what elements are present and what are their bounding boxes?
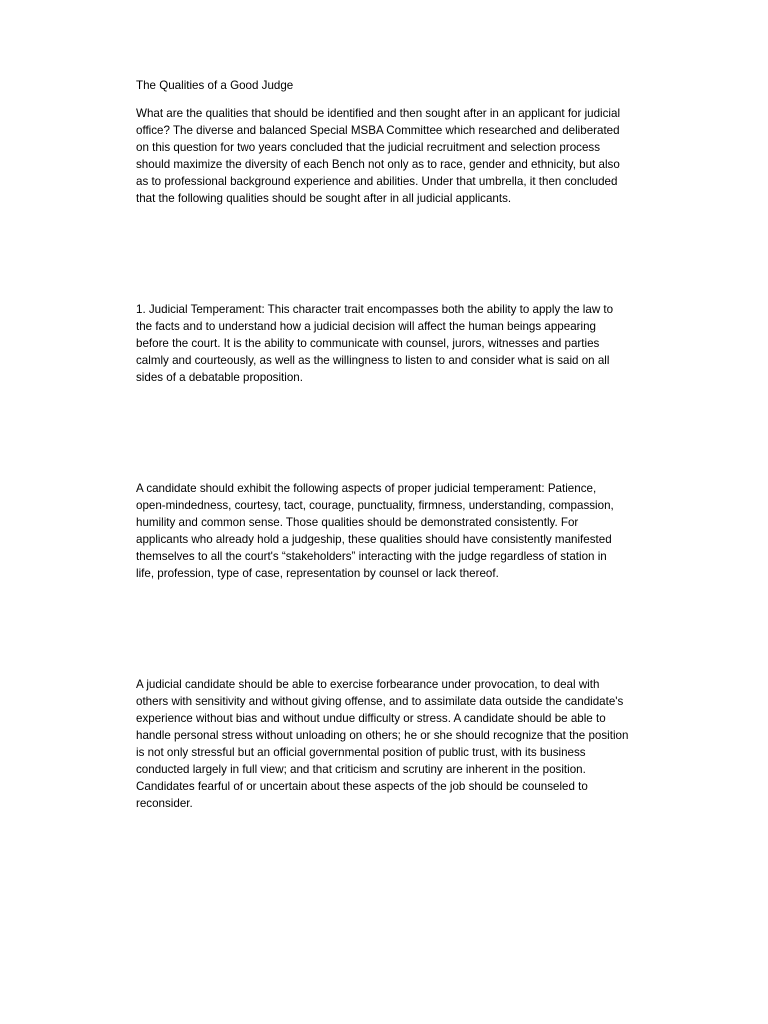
paragraph-judicial-temperament: 1. Judicial Temperament: This character trait encompasses both the ability to apply the law to the facts and to understand how a judicial decision will affect the human beings appearing before the court. It is the ability to communicate with counsel, jurors, witnesses and parties calmly and courteously, as well as the willingness to listen to and consider what is said on all sides of a debatable proposition.: [136, 303, 614, 384]
document-title: The Qualities of a Good Judge: [136, 79, 294, 92]
paragraph-temperament-aspects: A candidate should exhibit the following aspects of proper judicial temperament: Patience, open-mindedness, courtesy, tact, courage, punctuality, firmness, understanding, compassion, humility and common sense. Those qualities should be demonstrated consistently. For applicants who already hold a judgeship, these qualities should have consistently manifested themselves to all the court's “stakeholders” interacting with the judge regardless of station in life, profession, type of case, representation by counsel or lack thereof.: [136, 482, 614, 580]
paragraph-forbearance: A judicial candidate should be able to exercise forbearance under provocation, to deal with others with sensitivity and without giving offense, and to assimilate data outside the candidate's experience without bias and without undue difficulty or stress. A candidate should be able to handle personal stress without unloading on others; he or she should recognize that the position is not only stressful but an official governmental position of public trust, with its business conducted largely in full view; and that criticism and scrutiny are inherent in the position. Candidates fearful of or uncertain about these aspects of the job should be counseled to reconsider.: [136, 678, 629, 810]
paragraph-introduction: What are the qualities that should be identified and then sought after in an applicant for judicial office? The diverse and balanced Special MSBA Committee which researched and deliberated on this question for two years concluded that the judicial recruitment and selection process should maximize the diversity of each Bench not only as to race, gender and ethnicity, but also as to professional background experience and abilities. Under that umbrella, it then concluded that the following qualities should be sought after in all judicial applicants.: [136, 107, 621, 205]
